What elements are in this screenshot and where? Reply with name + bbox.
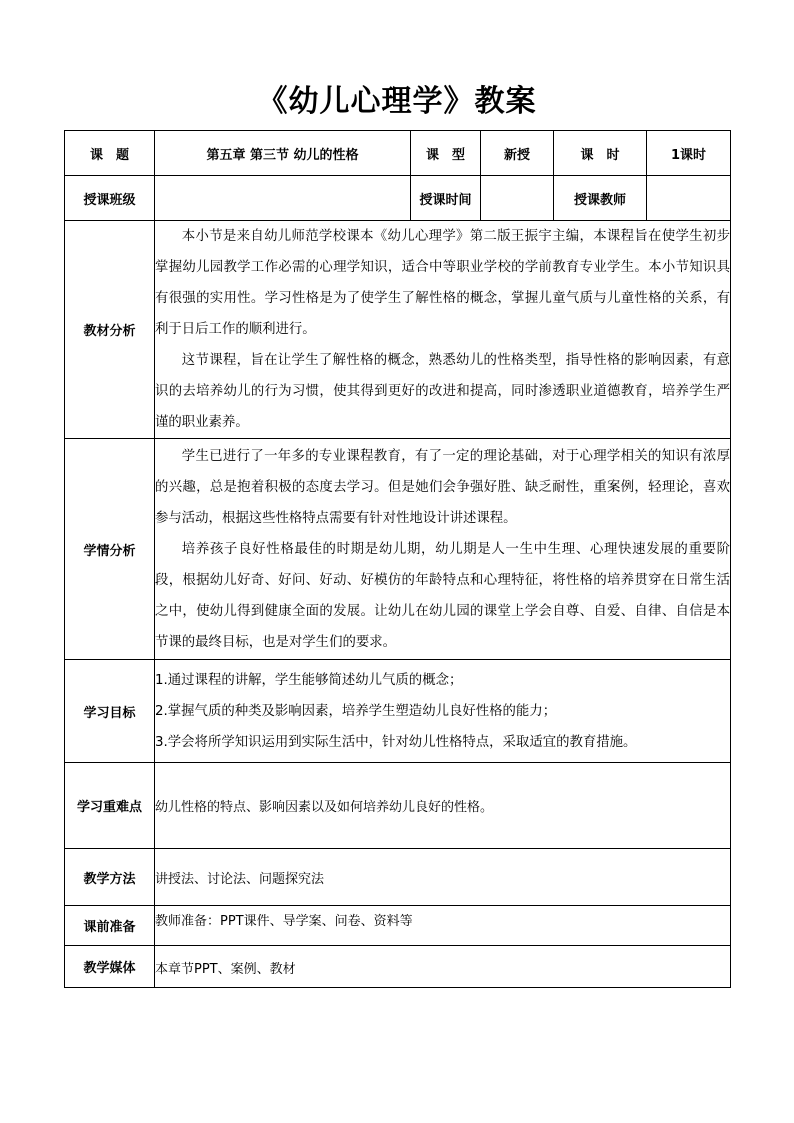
teaching-methods-row	[65, 849, 731, 906]
textbook-analysis-paragraph: 本小节是来自幼儿师范学校课本《幼儿心理学》第二版王振宇主编，本课程旨在使学生初步掌握幼儿园教学工作必需的心理学知识，适合中等职业学校的学前教育专业学生。本小节知识具有很强的实用性。学习性格是为了使学生了解性格的概念，掌握儿童气质与儿童性格的关系，有利于日后工作的顺利进行。	[155, 229, 730, 337]
class-value[interactable]	[155, 176, 411, 221]
preparation-row	[65, 906, 731, 946]
topic-label: 课 题	[65, 131, 155, 176]
time-value[interactable]	[481, 176, 554, 221]
key-points-label: 学习重难点	[65, 763, 155, 849]
learning-goals-row	[65, 660, 731, 763]
preparation-value[interactable]: 教师准备：PPT课件、导学案、问卷、资料等	[155, 906, 731, 946]
preparation-label: 课前准备	[65, 906, 155, 946]
teacher-value[interactable]	[647, 176, 731, 221]
textbook-analysis-label: 教材分析	[65, 221, 155, 439]
teaching-methods-label: 教学方法	[65, 849, 155, 906]
textbook-analysis-row	[65, 221, 731, 439]
media-value[interactable]: 本章节PPT、案例、教材	[155, 946, 731, 988]
learning-goal-item: 2.掌握气质的种类及影响因素，培养学生塑造幼儿良好性格的能力；	[155, 703, 557, 719]
topic-value[interactable]: 第五章 第三节 幼儿的性格	[155, 131, 411, 176]
key-points-value[interactable]: 幼儿性格的特点、影响因素以及如何培养幼儿良好的性格。	[155, 763, 731, 849]
textbook-analysis-content[interactable]	[155, 221, 731, 439]
document-title: 《幼儿心理学》教案	[257, 84, 537, 119]
hours-label: 课 时	[554, 131, 647, 176]
learning-goals-content[interactable]	[155, 660, 731, 763]
teaching-methods-value[interactable]: 讲授法、讨论法、问题探究法	[155, 849, 731, 906]
topic-row	[65, 131, 731, 176]
class-label: 授课班级	[65, 176, 155, 221]
time-label: 授课时间	[411, 176, 481, 221]
student-analysis-content[interactable]	[155, 439, 731, 660]
student-analysis-paragraph: 培养孩子良好性格最佳的时期是幼儿期，幼儿期是人一生中生理、心理快速发展的重要阶段，根据幼儿好奇、好问、好动、好模仿的年龄特点和心理特征，将性格的培养贯穿在日常生活之中，使幼儿得到健康全面的发展。让幼儿在幼儿园的课堂上学会自尊、自爱、自律、自信是本节课的最终目标，也是对学生们的要求。	[155, 541, 730, 650]
key-points-row	[65, 763, 731, 849]
type-label: 课 型	[411, 131, 481, 176]
learning-goals-label: 学习目标	[65, 660, 155, 763]
teacher-label: 授课教师	[554, 176, 647, 221]
textbook-analysis-paragraph: 这节课程，旨在让学生了解性格的概念，熟悉幼儿的性格类型，指导性格的影响因素，有意识的去培养幼儿的行为习惯，使其得到更好的改进和提高，同时渗透职业道德教育，培养学生严谨的职业素养。	[155, 353, 730, 430]
lesson-plan-table	[64, 130, 731, 988]
type-value[interactable]: 新授	[481, 131, 554, 176]
student-analysis-row	[65, 439, 731, 660]
hours-value[interactable]: 1课时	[647, 131, 731, 176]
media-row	[65, 946, 731, 988]
student-analysis-paragraph: 学生已进行了一年多的专业课程教育，有了一定的理论基础，对于心理学相关的知识有浓厚的兴趣，总是抱着积极的态度去学习。但是她们会争强好胜、缺乏耐性，重案例，轻理论，喜欢参与活动，根据这些性格特点需要有针对性地设计讲述课程。	[155, 448, 730, 526]
student-analysis-label: 学情分析	[65, 439, 155, 660]
media-label: 教学媒体	[65, 946, 155, 988]
learning-goal-item: 1.通过课程的讲解，学生能够简述幼儿气质的概念；	[155, 672, 463, 688]
class-row	[65, 176, 731, 221]
learning-goal-item: 3.学会将所学知识运用到实际生活中，针对幼儿性格特点，采取适宜的教育措施。	[155, 734, 637, 750]
